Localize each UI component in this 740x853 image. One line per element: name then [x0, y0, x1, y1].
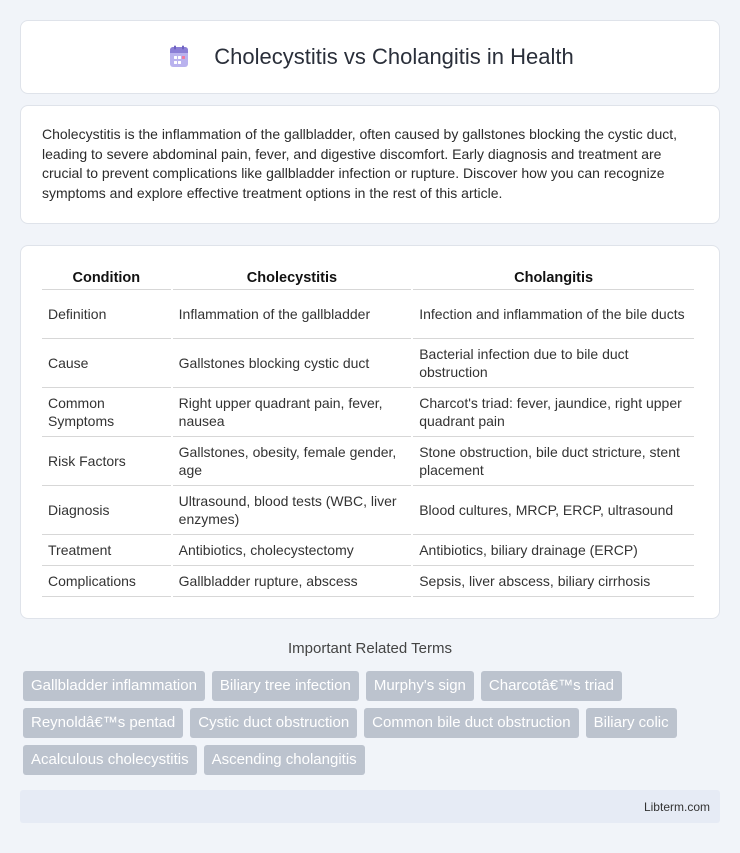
- table-row: [42, 290, 694, 339]
- row-label: Treatment: [42, 535, 171, 566]
- table-row: [42, 388, 694, 437]
- row-label: Diagnosis: [42, 486, 171, 535]
- cholecystitis-cell: Ultrasound, blood tests (WBC, liver enzymes): [173, 486, 412, 535]
- table-row: [42, 566, 694, 597]
- related-term-tag[interactable]: Charcotâ€™s triad: [481, 671, 622, 701]
- related-term-tag[interactable]: Cystic duct obstruction: [190, 708, 357, 738]
- page-title: Cholecystitis vs Cholangitis in Health: [214, 44, 574, 69]
- table-header-row: [42, 268, 694, 290]
- cholecystitis-cell: Inflammation of the gallbladder: [173, 290, 412, 339]
- related-term-tag[interactable]: Ascending cholangitis: [204, 745, 365, 775]
- cholangitis-cell: Bacterial infection due to bile duct obstruction: [413, 339, 694, 388]
- table-row: [42, 339, 694, 388]
- row-label: Risk Factors: [42, 437, 171, 486]
- comparison-table: [40, 268, 696, 597]
- cholangitis-cell: Infection and inflammation of the bile ducts: [413, 290, 694, 339]
- intro-paragraph: Cholecystitis is the inflammation of the gallbladder, often caused by gallstones blocking the cystic duct, leading to severe abdominal pain, fever, and digestive discomfort. Early diagnosis and treatment are crucial to prevent complications like gallbladder infection or rupture. Discover how you can recognize symptoms and explore effective treatment options in the rest of this article.: [42, 126, 678, 201]
- column-header-condition: Condition: [42, 268, 171, 290]
- row-label: Definition: [42, 290, 171, 339]
- related-terms-list: [23, 671, 723, 782]
- cholecystitis-cell: Gallstones blocking cystic duct: [173, 339, 412, 388]
- cholecystitis-cell: Right upper quadrant pain, fever, nausea: [173, 388, 412, 437]
- related-term-tag[interactable]: Murphy's sign: [366, 671, 474, 701]
- table-row: [42, 486, 694, 535]
- related-term-tag[interactable]: Common bile duct obstruction: [364, 708, 578, 738]
- row-label: Common Symptoms: [42, 388, 171, 437]
- cholangitis-cell: Sepsis, liver abscess, biliary cirrhosis: [413, 566, 694, 597]
- row-label: Complications: [42, 566, 171, 597]
- table-row: [42, 535, 694, 566]
- column-header-cholecystitis: Cholecystitis: [173, 268, 412, 290]
- related-term-tag[interactable]: Reynoldâ€™s pentad: [23, 708, 183, 738]
- related-term-tag[interactable]: Biliary colic: [586, 708, 677, 738]
- table-row: [42, 437, 694, 486]
- related-term-tag[interactable]: Gallbladder inflammation: [23, 671, 205, 701]
- row-label: Cause: [42, 339, 171, 388]
- related-term-tag[interactable]: Biliary tree infection: [212, 671, 359, 701]
- intro-card: [20, 105, 720, 224]
- notebook-icon: [166, 44, 192, 70]
- cholecystitis-cell: Gallstones, obesity, female gender, age: [173, 437, 412, 486]
- header-card: [20, 20, 720, 94]
- footer-site-link[interactable]: Libterm.com: [643, 799, 710, 814]
- cholecystitis-cell: Gallbladder rupture, abscess: [173, 566, 412, 597]
- cholangitis-cell: Charcot's triad: fever, jaundice, right upper quadrant pain: [413, 388, 694, 437]
- comparison-table-card: [20, 245, 720, 619]
- cholangitis-cell: Blood cultures, MRCP, ERCP, ultrasound: [413, 486, 694, 535]
- related-terms-title: Important Related Terms: [288, 640, 452, 657]
- footer: [20, 790, 720, 823]
- related-term-tag[interactable]: Acalculous cholecystitis: [23, 745, 197, 775]
- column-header-cholangitis: Cholangitis: [413, 268, 694, 290]
- cholecystitis-cell: Antibiotics, cholecystectomy: [173, 535, 412, 566]
- cholangitis-cell: Antibiotics, biliary drainage (ERCP): [413, 535, 694, 566]
- cholangitis-cell: Stone obstruction, bile duct stricture, stent placement: [413, 437, 694, 486]
